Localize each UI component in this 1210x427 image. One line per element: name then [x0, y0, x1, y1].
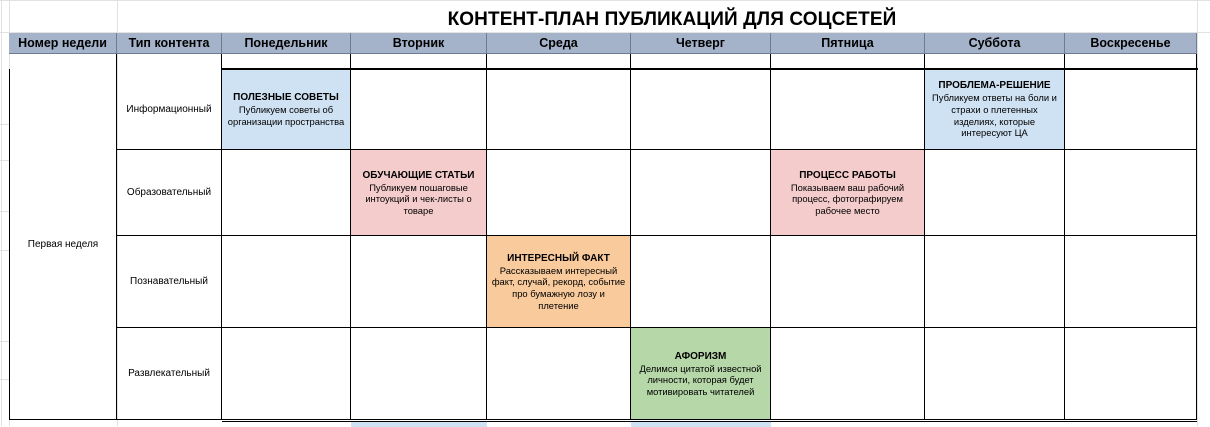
column-header[interactable]: Номер недели: [9, 33, 117, 54]
sheet-gridline: [0, 160, 9, 161]
column-header[interactable]: Воскресенье: [1065, 33, 1197, 54]
column-header[interactable]: Тип контента: [117, 33, 222, 54]
content-type-label: Познавательный: [130, 276, 208, 287]
content-item-description: Публикуем пошаговые интоукций и чек-листы о товаре: [365, 181, 472, 216]
empty-day-cell[interactable]: [222, 236, 351, 328]
empty-day-cell[interactable]: [351, 328, 487, 420]
empty-day-cell[interactable]: [771, 236, 925, 328]
content-item-cell[interactable]: [351, 150, 487, 236]
sheet-gridline: [0, 341, 9, 342]
week-label: Первая неделя: [27, 238, 99, 250]
spacer-cell[interactable]: [631, 54, 771, 69]
column-header[interactable]: Четверг: [631, 33, 771, 54]
content-item-title: ПОЛЕЗНЫЕ СОВЕТЫ: [233, 91, 339, 103]
sheet-gridline: [0, 379, 9, 380]
sheet-gridline: [0, 211, 9, 212]
column-header[interactable]: Вторник: [351, 33, 487, 54]
empty-day-cell[interactable]: [771, 69, 925, 150]
empty-day-cell[interactable]: [222, 150, 351, 236]
content-item-description: Рассказываем интересный факт, случай, рекорд, событие про бумажную лозу и плетение: [491, 264, 626, 311]
content-item-cell[interactable]: [487, 236, 631, 328]
content-item-title: ОБУЧАЮЩИЕ СТАТЬИ: [362, 169, 475, 181]
sheet-gridline: [0, 250, 9, 251]
content-type-label: Информационный: [126, 103, 212, 115]
content-item-description: Публикуем советы об организации пространства: [227, 103, 345, 127]
content-item-title: ПРОЦЕСС РАБОТЫ: [799, 169, 896, 181]
empty-day-cell[interactable]: [925, 236, 1065, 328]
content-type-cell[interactable]: [117, 236, 222, 328]
spacer-cell[interactable]: [487, 54, 631, 69]
empty-day-cell[interactable]: [487, 328, 631, 420]
empty-day-cell[interactable]: [925, 150, 1065, 236]
content-type-cell[interactable]: [117, 328, 222, 420]
empty-day-cell[interactable]: [487, 150, 631, 236]
content-item-title: ПРОБЛЕМА-РЕШЕНИЕ: [938, 80, 1051, 92]
content-type-label: Образовательный: [126, 187, 212, 198]
empty-day-cell[interactable]: [631, 150, 771, 236]
empty-day-cell[interactable]: [222, 328, 351, 420]
content-type-cell[interactable]: [117, 150, 222, 236]
content-item-cell[interactable]: [771, 150, 925, 236]
content-item-cell[interactable]: [222, 69, 351, 150]
sheet-gridline: [1, 0, 2, 426]
content-type-cell[interactable]: [117, 69, 222, 150]
empty-day-cell[interactable]: [631, 69, 771, 150]
empty-day-cell[interactable]: [351, 236, 487, 328]
column-header[interactable]: Понедельник: [222, 33, 351, 54]
empty-day-cell[interactable]: [771, 328, 925, 420]
column-header[interactable]: Пятница: [771, 33, 925, 54]
spacer-cell[interactable]: [351, 54, 487, 69]
content-item-description: Делимся цитатой известной личности, которая будет мотивировать читателей: [639, 362, 762, 397]
page-title: КОНТЕНТ-ПЛАН ПУБЛИКАЦИЙ ДЛЯ СОЦСЕТЕЙ: [447, 9, 897, 30]
spacer-cell[interactable]: [1065, 54, 1197, 69]
content-item-description: Показываем ваш рабочий процесс, фотографируем рабочее место: [790, 181, 905, 216]
content-item-cell[interactable]: [925, 69, 1065, 150]
empty-day-cell[interactable]: [1065, 69, 1197, 150]
content-type-label: Развлекательный: [128, 368, 210, 379]
empty-day-cell[interactable]: [351, 69, 487, 150]
empty-day-cell[interactable]: [1065, 150, 1197, 236]
column-header[interactable]: Суббота: [925, 33, 1065, 54]
empty-day-cell[interactable]: [925, 328, 1065, 420]
column-header[interactable]: Среда: [487, 33, 631, 54]
sheet-gridline: [0, 124, 9, 125]
content-item-title: АФОРИЗМ: [674, 350, 727, 362]
empty-day-cell[interactable]: [1065, 328, 1197, 420]
content-item-description: Публикуем ответы на боли и страхи о плетенных изделиях, которые интересуют ЦА: [932, 92, 1057, 139]
content-item-cell[interactable]: [631, 328, 771, 420]
sheet-gridline: [1197, 0, 1198, 426]
spacer-cell[interactable]: [9, 54, 117, 69]
empty-day-cell[interactable]: [487, 69, 631, 150]
table-border: [222, 68, 1198, 70]
spacer-cell[interactable]: [771, 54, 925, 69]
spacer-cell[interactable]: [117, 54, 222, 69]
week-number-cell[interactable]: [9, 69, 117, 420]
empty-day-cell[interactable]: [1065, 236, 1197, 328]
content-item-title: ИНТЕРЕСНЫЙ ФАКТ: [507, 252, 610, 264]
table-border: [222, 421, 1197, 422]
spacer-cell[interactable]: [222, 54, 351, 69]
sheet-gridline: [0, 0, 1210, 1]
spacer-cell[interactable]: [925, 54, 1065, 69]
empty-day-cell[interactable]: [631, 236, 771, 328]
